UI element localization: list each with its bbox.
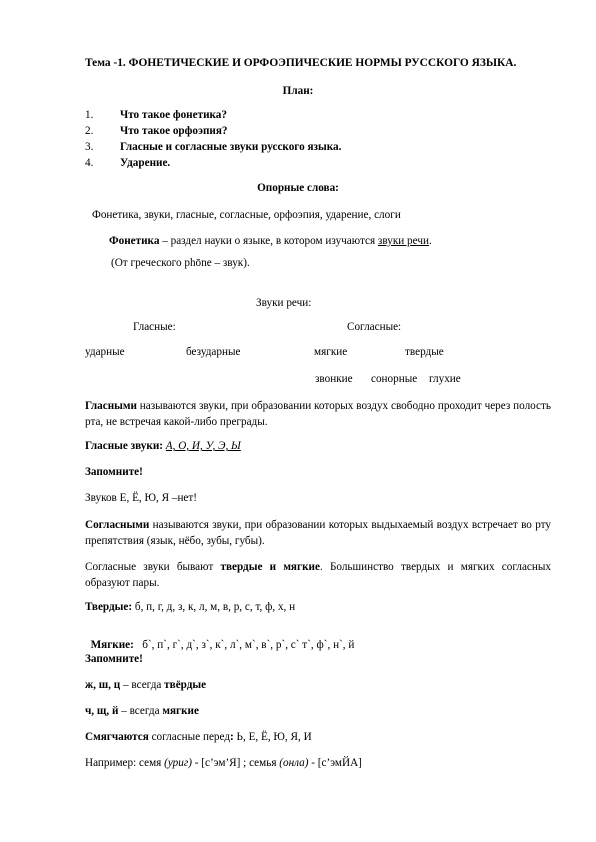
vowel-sounds [85, 440, 241, 452]
always-hard-rule [85, 679, 206, 691]
plan-heading: План: [282, 85, 314, 97]
example-mid2: - [с’эмЙА] [308, 757, 362, 769]
remember-note: Запомните! [85, 653, 143, 665]
diagram-vowels: Гласные: [133, 321, 176, 333]
plan-number: 1. [85, 109, 94, 121]
always-soft-letters: ч, щ, й [85, 705, 119, 717]
etymology: (От греческого phōne – звук). [111, 257, 250, 269]
diagram-voiceless: глухие [429, 373, 461, 385]
definition-end: . [428, 235, 432, 247]
diagram-voiced: звонкие [315, 373, 353, 385]
no-sounds-note: Звуков Е, Ё, Ю, Я –нет! [85, 492, 198, 504]
hard-label: Твердые: [85, 601, 133, 613]
always-hard-letters: ж, ш, ц [85, 679, 121, 691]
vowels-definition [85, 398, 551, 430]
plan-text: Ударение. [120, 157, 171, 169]
always-hard-text: – всегда [120, 679, 165, 691]
diagram-hard: твердые [405, 346, 444, 358]
diagram-sonorant: сонорные [371, 373, 418, 385]
plan-text: Что такое орфоэпия? [120, 125, 228, 137]
softening-text: согласные перед [148, 731, 231, 743]
example-word1: (урuг) [164, 757, 192, 769]
always-hard-bold: твёрдые [164, 679, 207, 691]
remember-note: Запомните! [85, 466, 143, 478]
always-soft-rule [85, 705, 199, 717]
diagram-unstressed: безударные [186, 346, 241, 358]
definition-underlined: звуки речи [377, 235, 429, 247]
consonants-term: Согласными [85, 519, 150, 531]
page-title: Тема -1. ФОНЕТИЧЕСКИЕ И ОРФОЭПИЧЕСКИЕ НОРМЫ РУССКОГО ЯЗЫКА. [85, 57, 517, 69]
pairs-paragraph [85, 559, 551, 591]
keywords-heading: Опорные слова: [257, 182, 339, 194]
soft-label: Мягкие: [90, 639, 134, 651]
soft-consonants [85, 627, 354, 651]
vowels-text: называются звуки, при образовании которых воздух свободно проходит через полость рта, не встречая какой-либо преграды. [85, 400, 551, 428]
example-word2: (онла) [279, 757, 309, 769]
softening-bold: Смягчаются [85, 731, 149, 743]
plan-number: 2. [85, 125, 94, 137]
plan-number: 3. [85, 141, 94, 153]
example-start: Например: семя [85, 757, 165, 769]
diagram-root: Звуки речи: [256, 297, 312, 309]
soft-list: б`, п`, г`, д`, з`, к`, л`, м`, в`, р`, с` т`, ф`, н`, й [133, 639, 355, 651]
vowel-sounds-label: Гласные звуки: [85, 440, 163, 452]
definition-text: – раздел науки о языке, в котором изучаются [159, 235, 378, 247]
consonants-definition [85, 517, 551, 549]
pairs-end: . Большинство твердых и мягких согласных образуют пары. [85, 561, 551, 589]
always-soft-text: – всегда [118, 705, 163, 717]
hard-list: б, п, г, д, з, к, л, м, в, р, с, т, ф, х, н [132, 601, 296, 613]
diagram-stressed: ударные [85, 346, 125, 358]
diagram-soft: мягкие [314, 346, 348, 358]
keywords: Фонетика, звуки, гласные, согласные, орфоэпия, ударение, слоги [92, 209, 401, 221]
definition [109, 235, 432, 247]
softening-colon: : [230, 731, 234, 743]
always-soft-bold: мягкие [162, 705, 199, 717]
definition-term: Фонетика [109, 235, 160, 247]
pairs-bold: твердые и мягкие [220, 561, 320, 573]
consonants-text: называются звуки, при образовании которых выдыхаемый воздух встречает во рту препятствия (язык, нёбо, зубы, губы). [85, 519, 551, 547]
vowel-sounds-list: А, О, И, У, Э, Ы [165, 440, 241, 452]
softening-list: Ь, Е, Ё, Ю, Я, И [233, 731, 312, 743]
vowels-term: Гласными [85, 400, 137, 412]
softening-rule [85, 731, 312, 743]
plan-number: 4. [85, 157, 94, 169]
diagram-consonants: Согласные: [347, 321, 402, 333]
example [85, 757, 362, 769]
plan-text: Гласные и согласные звуки русского языка. [120, 141, 342, 153]
plan-text: Что такое фонетика? [120, 109, 227, 121]
example-mid1: - [с’эм’Я] ; семья [191, 757, 280, 769]
pairs-start: Согласные звуки бывают [85, 561, 221, 573]
hard-consonants [85, 601, 295, 613]
